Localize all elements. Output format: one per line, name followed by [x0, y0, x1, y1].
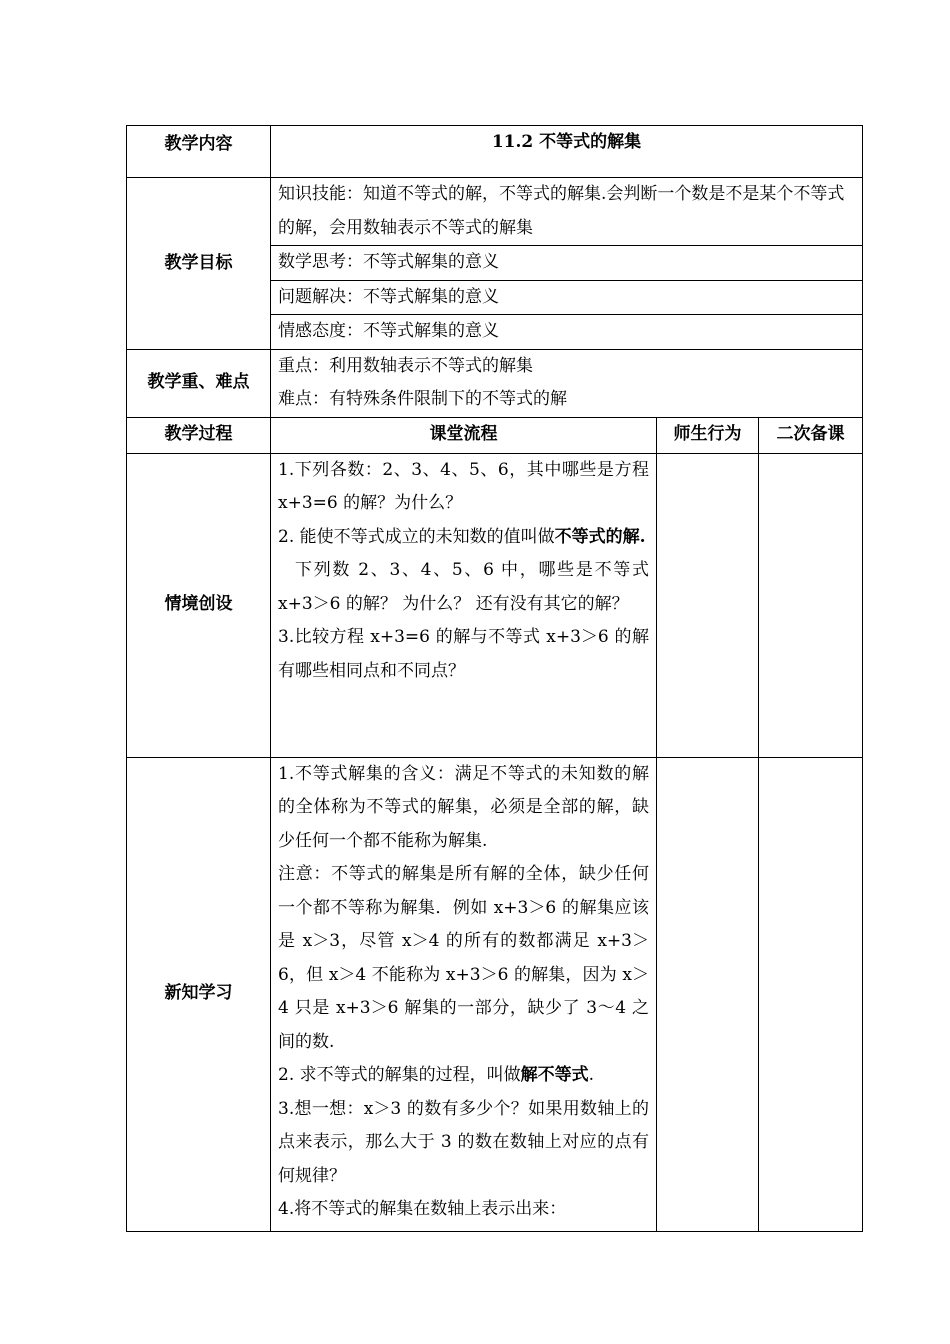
key-difficulty: 难点：有特殊条件限制下的不等式的解 [278, 389, 567, 409]
new-knowledge-content [271, 757, 657, 1231]
label-content: 教学内容 [127, 126, 271, 178]
situation-notes-cell [759, 453, 863, 757]
situation-p2-bold: 不等式的解. [554, 526, 646, 547]
newknow-p1: 1.不等式解集的含义：满足不等式的未知数的解的全体称为不等式的解集，必须是全部的解，缺少任何一个都不能称为解集. [278, 763, 649, 851]
situation-p1: 1.下列各数：2、3、4、5、6，其中哪些是方程 x+3=6 的解？为什么？ [278, 459, 649, 513]
newknow-p3 [278, 1059, 649, 1093]
row-key-points [127, 349, 863, 417]
situation-p2-text: 2. 能使不等式成立的未知数的值叫做 [278, 526, 555, 547]
newknow-p2: 注意：不等式的解集是所有解的全体，缺少任何一个都不等称为解集．例如 x+3＞6 的解集应该是 x＞3，尽管 x＞4 的所有的数都满足 x+3＞6，但 x＞4 不能称为 x+3＞6 的解集，因为 x＞4 只是 x+3＞6 解集的一部分，缺少了 3～4 之间的数. [278, 864, 649, 1052]
key-focus: 重点：利用数轴表示不等式的解集 [278, 355, 533, 376]
label-situation: 情境创设 [127, 453, 271, 757]
label-new-knowledge: 新知学习 [127, 757, 271, 1231]
label-key: 教学重、难点 [127, 349, 271, 417]
label-goals: 教学目标 [127, 178, 271, 350]
row-new-knowledge [127, 757, 863, 1231]
goal-knowledge: 知识技能：知道不等式的解，不等式的解集.会判断一个数是不是某个不等式的解，会用数轴表示不等式的解集 [271, 178, 863, 246]
goal-thinking: 数学思考：不等式解集的意义 [271, 246, 863, 281]
lesson-plan-table [126, 125, 863, 1232]
lesson-title: 11.2 不等式的解集 [271, 126, 863, 178]
header-flow: 课堂流程 [271, 417, 657, 453]
newknow-p3-end: . [588, 1065, 595, 1085]
newknow-p3-bold: 解不等式 [520, 1065, 589, 1085]
row-goal-knowledge [127, 178, 863, 246]
situation-p2 [278, 521, 649, 555]
newknow-p4: 3.想一想：x＞3 的数有多少个？如果用数轴上的点来表示，那么大于 3 的数在数轴上对应的点有何规律？ [278, 1098, 649, 1186]
newknow-notes-cell [759, 757, 863, 1231]
situation-p3: 下列数 2、3、4、5、6 中，哪些是不等式 x+3＞6 的解？ 为什么？ 还有没有其它的解？ [278, 560, 649, 614]
situation-behavior-cell [657, 453, 759, 757]
newknow-p5: 4.将不等式的解集在数轴上表示出来： [278, 1199, 567, 1219]
header-process: 教学过程 [127, 417, 271, 453]
row-content [127, 126, 863, 178]
goal-attitude: 情感态度：不等式解集的意义 [271, 315, 863, 350]
key-points [271, 349, 863, 417]
newknow-p3-text: 2. 求不等式的解集的过程，叫做 [278, 1065, 521, 1085]
header-notes: 二次备课 [759, 417, 863, 453]
header-behavior: 师生行为 [657, 417, 759, 453]
situation-p4: 3.比较方程 x+3=6 的解与不等式 x+3＞6 的解有哪些相同点和不同点？ [278, 627, 649, 681]
situation-content [271, 453, 657, 757]
goal-solving: 问题解决：不等式解集的意义 [271, 280, 863, 315]
row-situation [127, 453, 863, 757]
newknow-behavior-cell [657, 757, 759, 1231]
row-header [127, 417, 863, 453]
